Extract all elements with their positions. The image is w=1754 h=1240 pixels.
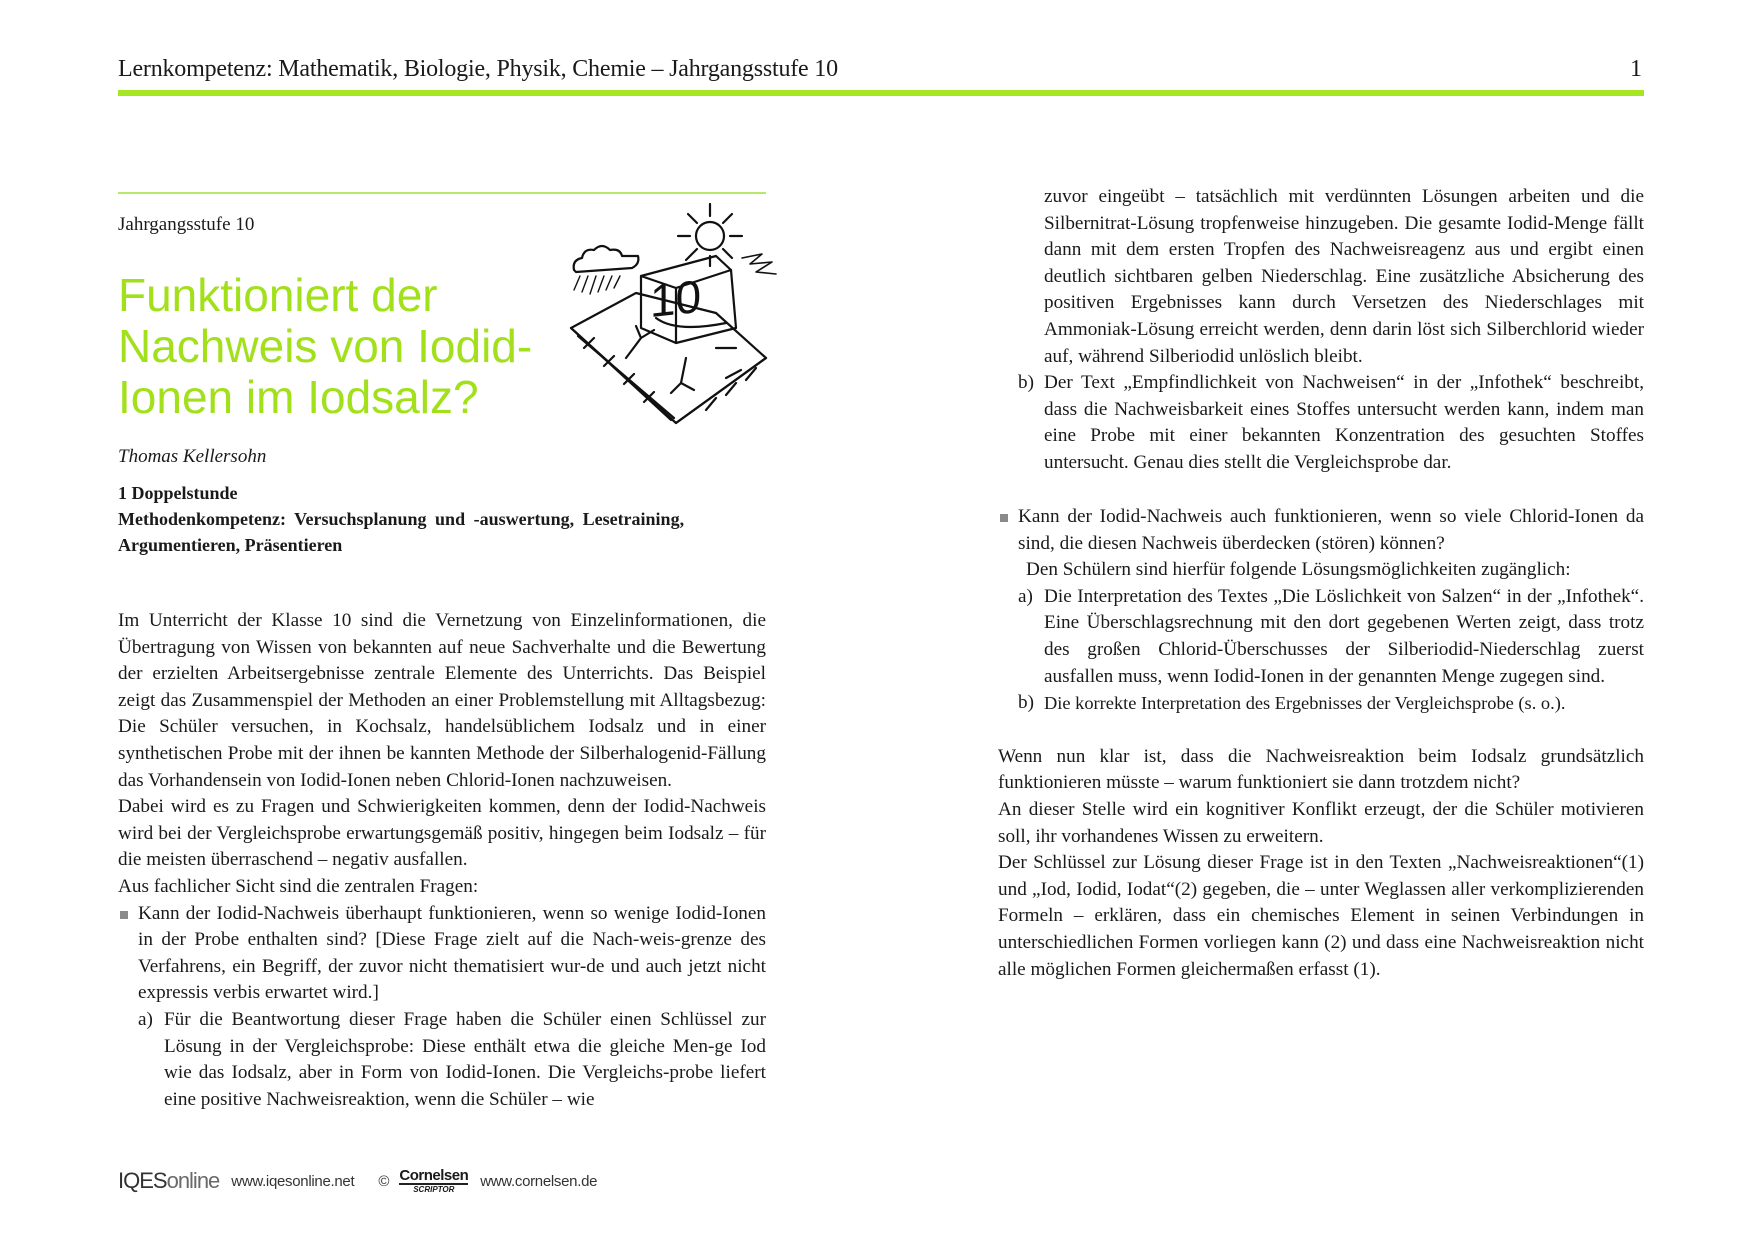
cloud-icon [574,246,639,272]
copyright-symbol: © [378,1172,390,1190]
title-line: Ionen im Iodsalz? [118,371,479,423]
item-label: a) [1018,585,1033,607]
question-bullet [118,901,766,1007]
body-paragraph: An dieser Stelle wird ein kognitiver Konflikt erzeugt, der die Schüler motivieren soll, ihr vorhandenes Wissen zu erweitern. [998,798,1644,847]
lesson-meta [118,480,766,558]
methods-competence-line2: Argumentieren, Präsentieren [118,535,343,555]
cornelsen-logo-text: Cornelsen [399,1167,469,1184]
intro-paragraph: Im Unterricht der Klasse 10 sind die Vernetzung von Einzelinformationen, die Übertragung von Wissen von bekannten auf neue Sachverhalte und die Bewertung der erzielten Arbeitsergebnisse zentrale Elemente des Unterrichts. Das Beispiel zeigt das Zusammenspiel der Methoden an einer Problemstellung mit Alltagsbezug: Die Schüler versuchen, in Kochsalz, handelsüblichem Iodsalz und in einer synthetischen Probe mit der ihnen be kannten Methode der Silberhalogenid-Fällung das Vorhandensein von Iodid-Ionen neben Chlorid-Ionen nachzuweisen. [118,610,766,791]
bullet-square-icon [120,911,128,919]
sun-icon [696,222,724,250]
left-column [118,608,766,1113]
title-line: Nachweis von Iodid- [118,320,533,372]
item-label: b) [1018,692,1034,714]
page-number: 1 [1630,56,1642,82]
item-text: Für die Beantwortung dieser Frage haben die Schüler einen Schlüssel zur Lösung in der Vergleichsprobe: Diese enthält etwa die gleiche Men-ge Iod wie das Iodsalz, aber in Form von Iodid-Ionen. Die Vergleichs-probe liefert eine positive Nachweisreaktion, wenn die Schüler – wie [164,1008,766,1110]
scriptor-logo-text: SCRIPTOR [413,1185,455,1194]
bullet-text: Kann der Iodid-Nachweis überhaupt funktionieren, wenn so wenige Iodid-Ionen in der Probe enthalten sind? [Diese Frage zielt auf die Nach-weis-grenze des Verfahrens, ein Begriff, der zuvor nicht thematisiert wur-de und auch jetzt nicht expressis verbis erwartet wird.] [138,902,766,1004]
item-label: a) [138,1008,153,1030]
cornelsen-url-link[interactable]: www.cornelsen.de [480,1172,598,1190]
iqes-logo-online: online [166,1168,220,1193]
grade-label: Jahrgangsstufe 10 [118,214,255,235]
cornelsen-logo [399,1168,468,1194]
iqes-url-link[interactable]: www.iqesonline.net [231,1172,355,1190]
body-paragraph: Aus fachlicher Sicht sind die zentralen Fragen: [118,875,479,897]
bullet-square-icon [1000,514,1008,522]
bullet-text: Kann der Iodid-Nachweis auch funktionieren, wenn so viele Chlorid-Ionen da sind, die diesen Nachweis überdecken (stören) können? [1018,506,1644,554]
item-text: Die korrekte Interpretation des Ergebnisses der Vergleichsprobe (s. o.). [1044,693,1566,714]
answer-item [998,690,1644,718]
answer-item [998,584,1644,690]
grade-10-cube-illustration [566,198,796,428]
header-rule [118,90,1644,96]
answer-item [118,1007,766,1113]
item-text: Der Text „Empfindlichkeit von Nachweisen“ in der „Infothek“ beschreibt, dass die Nachweisbarkeit eines Stoffes untersucht werden kann, indem man eine Probe mit einer bekannten Konzentration des gesuchten Stoffes untersucht. Genau dies stellt die Vergleichsprobe dar. [1044,372,1644,473]
page-footer [118,1166,597,1196]
iqes-logo [118,1168,219,1194]
item-label: b) [1018,372,1034,394]
continuation-text: zuvor eingeübt – tatsächlich mit verdünnten Lösungen arbeiten und die Silbernitrat-Lösung tropfenweise hinzugeben. Die gesamte Iodid-Menge fällt dann mit dem ersten Tropfen des Nachweisreagenz aus und ergibt einen deutlich sichtbaren gelben Niederschlag. Eine zusätzliche Absicherung des positiven Ergebnisses kann durch Versetzen des Niederschlages mit Ammoniak-Lösung erreicht werden, denn darin löst sich Silberchlorid wieder auf, während Silberiodid unlöslich bleibt. [1044,186,1644,367]
body-paragraph: Dabei wird es zu Fragen und Schwierigkeiten kommen, denn der Iodid-Nachweis wird bei der Vergleichsprobe erwartungsgemäß positiv, hingegen beim Iodsalz – für die meisten überraschend – negativ ausfallen. [118,796,766,871]
methods-competence-line1: Methodenkompetenz: Versuchsplanung und -auswertung, Lesetraining, [118,509,685,529]
right-column-lower [998,504,1644,983]
article-title [118,270,532,423]
iqes-logo-text: IQES [118,1168,167,1193]
body-paragraph: Der Schlüssel zur Lösung dieser Frage ist in den Texten „Nachweisreaktionen“(1) und „Iod, Iodid, Iodat“(2) gegeben, die – unter Weglassen aller verkomplizierenden Formeln – erklären, dass ein chemisches Element in seinen Verbindungen in unterschiedlichen Formen vorliegen kann (2) und dass eine Nachweisreaktion nicht alle möglichen Formen gleichermaßen erfasst (1). [998,852,1644,980]
section-rule [118,192,766,194]
item-text: Die Interpretation des Textes „Die Löslichkeit von Salzen“ in der „Infothek“. Eine Überschlagsrechnung mit den dort gegebenen Werten zeigt, dass trotz des großen Chlorid-Überschusses der Silberiodid-Niederschlag zuerst ausfallen muss, wenn Iodid-Ionen in der genannten Menge zugegen sind. [1044,585,1644,687]
bullet-intro: Den Schülern sind hierfür folgende Lösungsmöglichkeiten zugänglich: [1026,559,1571,581]
cube-number: 10 [650,269,702,328]
right-column [998,184,1644,477]
question-bullet [998,504,1644,557]
title-line: Funktioniert der [118,269,438,321]
lesson-duration: 1 Doppelstunde [118,483,238,503]
body-paragraph: Wenn nun klar ist, dass die Nachweisreaktion beim Iodsalz grundsätzlich funktionieren müsste – warum funktioniert sie dann trotzdem nicht? [998,745,1644,794]
answer-item [998,370,1644,476]
running-header-title: Lernkompetenz: Mathematik, Biologie, Physik, Chemie – Jahrgangsstufe 10 [118,56,838,82]
author-name: Thomas Kellersohn [118,446,267,467]
